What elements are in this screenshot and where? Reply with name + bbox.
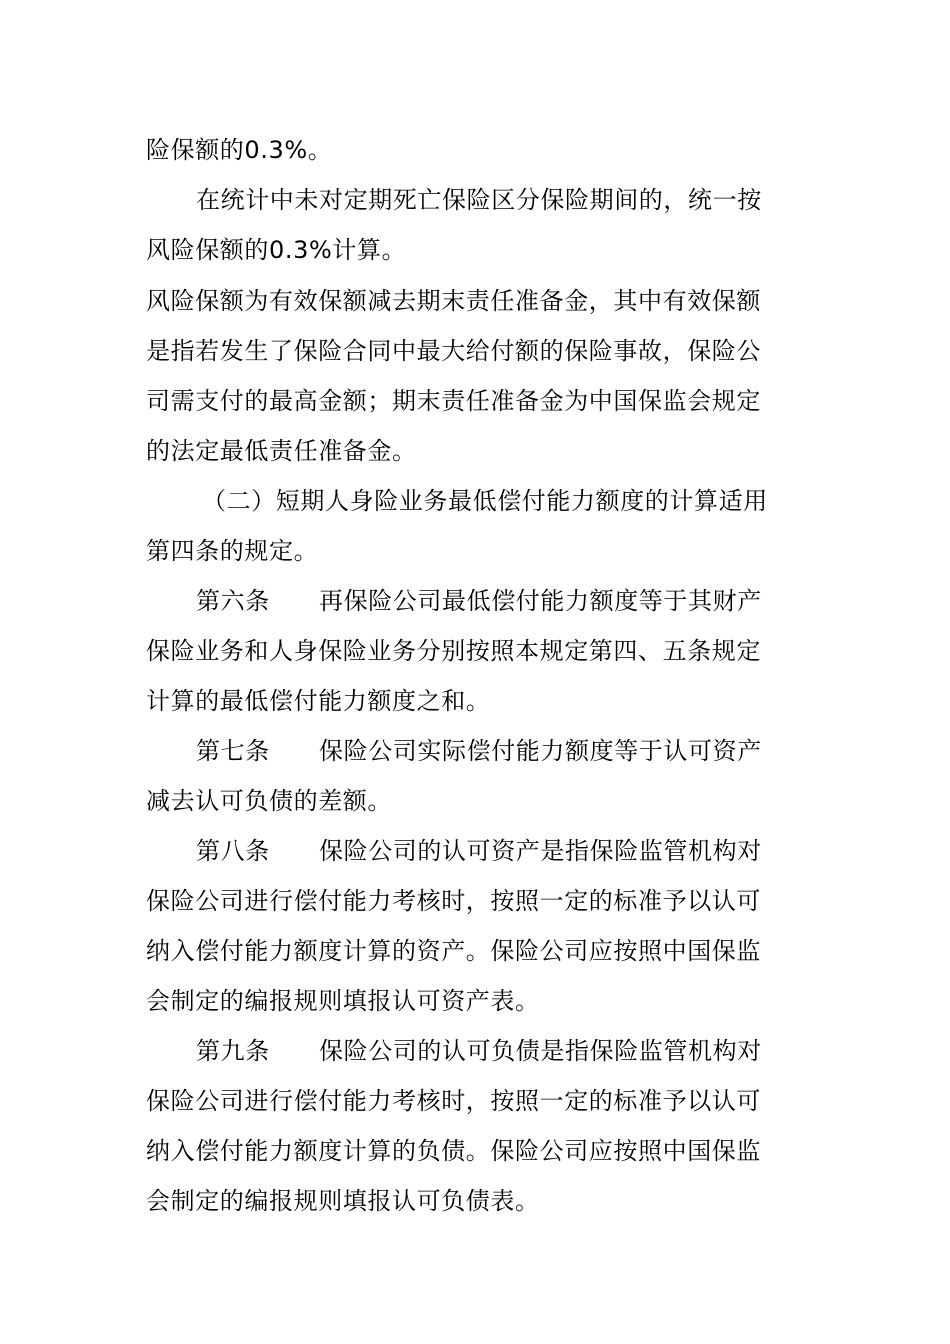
- text-line: 险保额的0.3%。: [146, 136, 333, 164]
- text-line: 减去认可负债的差额。: [146, 787, 392, 815]
- text-line: 纳入偿付能力额度计算的资产。保险公司应按照中国保监: [146, 937, 761, 965]
- text-line: 第八条 保险公司的认可资产是指保险监管机构对: [196, 837, 762, 865]
- text-line: 的法定最低责任准备金。: [146, 437, 417, 465]
- text-line: （二）短期人身险业务最低偿付能力额度的计算适用: [202, 487, 768, 515]
- text-line: 司需支付的最高金额；期末责任准备金为中国保监会规定: [146, 387, 761, 415]
- text-line: 第六条 再保险公司最低偿付能力额度等于其财产: [196, 587, 762, 615]
- text-line: 会制定的编报规则填报认可负债表。: [146, 1187, 540, 1215]
- text-line: 在统计中未对定期死亡保险区分保险期间的，统一按: [196, 186, 762, 214]
- text-line: 计算的最低偿付能力额度之和。: [146, 687, 491, 715]
- text-line: 是指若发生了保险合同中最大给付额的保险事故，保险公: [146, 337, 761, 365]
- text-line: 风险保额的0.3%计算。: [146, 236, 407, 264]
- text-line: 保险公司进行偿付能力考核时，按照一定的标准予以认可: [146, 887, 761, 915]
- text-line: 风险保额为有效保额减去期末责任准备金，其中有效保额: [146, 287, 761, 315]
- text-line: 会制定的编报规则填报认可资产表。: [146, 987, 540, 1015]
- text-line: 第四条的规定。: [146, 537, 319, 565]
- text-line: 保险业务和人身保险业务分别按照本规定第四、五条规定: [146, 637, 761, 665]
- text-line: 保险公司进行偿付能力考核时，按照一定的标准予以认可: [146, 1087, 761, 1115]
- text-line: 第七条 保险公司实际偿付能力额度等于认可资产: [196, 737, 762, 765]
- text-line: 第九条 保险公司的认可负债是指保险监管机构对: [196, 1037, 762, 1065]
- text-line: 纳入偿付能力额度计算的负债。保险公司应按照中国保监: [146, 1137, 761, 1165]
